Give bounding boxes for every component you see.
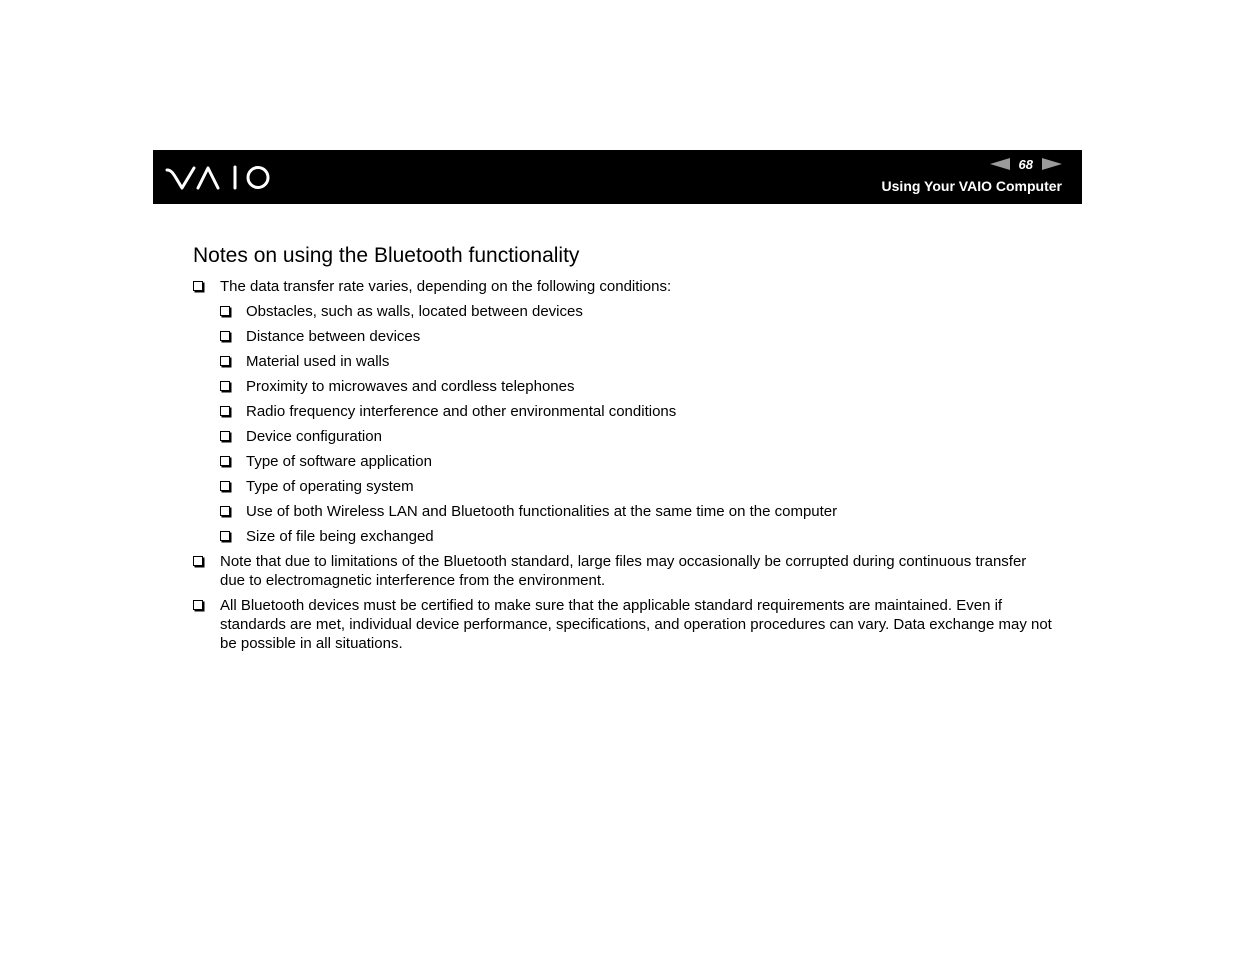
triangle-left-icon[interactable] [990, 158, 1010, 170]
checkbox-bullet-icon [220, 381, 230, 391]
sub-list-item [220, 327, 1053, 346]
checkbox-bullet-icon [220, 531, 230, 541]
sub-list-item [220, 377, 1053, 396]
sub-list-item-text: Use of both Wireless LAN and Bluetooth functionalities at the same time on the computer [246, 503, 838, 520]
vaio-logo [165, 162, 271, 192]
sub-list-item-text: Size of file being exchanged [246, 528, 434, 545]
sub-list-item [220, 527, 1053, 546]
page-navigation [990, 156, 1062, 172]
sub-list-item [220, 402, 1053, 421]
sub-list-item-text: Obstacles, such as walls, located between devices [246, 303, 583, 320]
conditions-list [220, 302, 1053, 546]
checkbox-bullet-icon [193, 556, 203, 566]
checkbox-bullet-icon [193, 281, 203, 291]
sub-list-item-text: Distance between devices [246, 328, 421, 345]
checkbox-bullet-icon [220, 406, 230, 416]
list-item [193, 552, 1053, 590]
sub-list-item-text: Device configuration [246, 428, 382, 445]
sub-list-item [220, 302, 1053, 321]
sub-list-item-text: Type of software application [246, 453, 432, 470]
checkbox-bullet-icon [220, 456, 230, 466]
list-item [193, 277, 1053, 546]
checkbox-bullet-icon [220, 506, 230, 516]
sub-list-item-text: Radio frequency interference and other environmental conditions [246, 403, 677, 420]
checkbox-bullet-icon [220, 306, 230, 316]
sub-list-item [220, 477, 1053, 496]
sub-list-item [220, 502, 1053, 521]
page-title: Notes on using the Bluetooth functionality [193, 244, 580, 267]
triangle-right-icon[interactable] [1042, 158, 1062, 170]
checkbox-bullet-icon [220, 431, 230, 441]
document-body [193, 242, 1053, 659]
list-item-text: Note that due to limitations of the Bluetooth standard, large files may occasionally be corrupted during continuous transfer due to electromagnetic interference from the environment. [220, 553, 1027, 589]
page-number: 68 [1018, 156, 1033, 172]
sub-list-item-text: Type of operating system [246, 478, 414, 495]
list-item-text: All Bluetooth devices must be certified to make sure that the applicable standard requirements are maintained. Even if standards are met, individual device performance, specifications, and operation procedures can vary. Data exchange may not be possible in all situations. [220, 597, 1052, 652]
checkbox-bullet-icon [220, 481, 230, 491]
list-item-text: The data transfer rate varies, depending on the following conditions: [220, 278, 672, 295]
sub-list-item [220, 352, 1053, 371]
checkbox-bullet-icon [220, 331, 230, 341]
sub-list-item [220, 452, 1053, 471]
sub-list-item-text: Material used in walls [246, 353, 390, 370]
page-header [153, 150, 1082, 204]
sub-list-item [220, 427, 1053, 446]
list-item [193, 596, 1053, 653]
section-title: Using Your VAIO Computer [881, 178, 1062, 194]
notes-list [193, 277, 1053, 653]
checkbox-bullet-icon [193, 600, 203, 610]
checkbox-bullet-icon [220, 356, 230, 366]
sub-list-item-text: Proximity to microwaves and cordless telephones [246, 378, 575, 395]
